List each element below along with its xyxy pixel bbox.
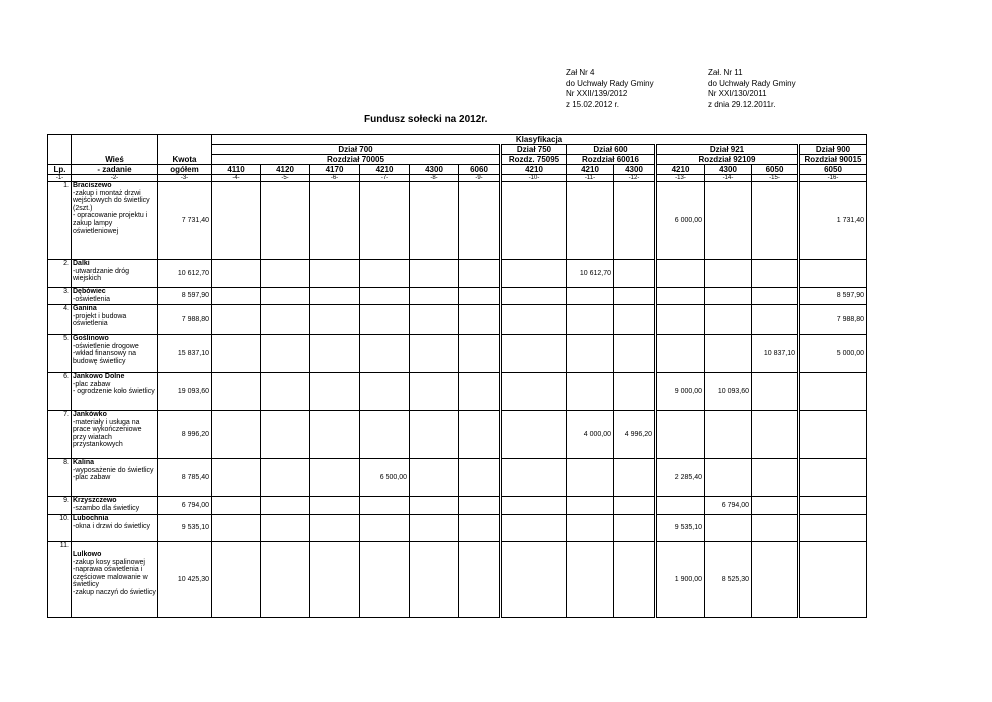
row-number: 6. — [48, 373, 72, 411]
amount-cell — [567, 182, 614, 260]
annex-right-line: z dnia 29.12.2011r. — [708, 99, 776, 109]
amount-cell — [501, 542, 567, 618]
total-amount: 6 794,00 — [158, 497, 212, 515]
subdept-70005: Rozdział 70005 — [212, 155, 501, 165]
amount-cell — [705, 335, 752, 373]
amount-cell — [501, 411, 567, 459]
village-name: Dębówiec — [73, 288, 106, 295]
village-name: Ganina — [73, 305, 97, 312]
amount-cell — [261, 515, 310, 542]
amount-cell — [261, 411, 310, 459]
amount-cell: 9 000,00 — [656, 373, 705, 411]
column-number-row — [48, 175, 867, 182]
amount-cell — [567, 515, 614, 542]
amount-cell — [752, 288, 799, 305]
total-amount: 15 837,10 — [158, 335, 212, 373]
amount-cell — [501, 260, 567, 288]
village-header-label: Wieś — [105, 155, 124, 164]
amount-cell — [459, 260, 501, 288]
amount-cell — [310, 542, 360, 618]
amount-cell: 1 731,40 — [799, 182, 867, 260]
village-task-cell — [72, 411, 158, 459]
amount-cell — [310, 305, 360, 335]
amount-cell — [410, 288, 459, 305]
amount-cell — [212, 411, 261, 459]
column-number: -9- — [459, 175, 501, 182]
paragraph-header: 4210 — [656, 165, 705, 175]
amount-cell — [360, 335, 410, 373]
amount-cell — [261, 542, 310, 618]
paragraph-header: 4210 — [567, 165, 614, 175]
row-number: 10. — [48, 515, 72, 542]
row-number: 11. — [48, 542, 72, 618]
amount-cell — [567, 373, 614, 411]
amount-cell: 10 612,70 — [567, 260, 614, 288]
dept-750: Dział 750 — [501, 145, 567, 155]
paragraph-header: 4300 — [410, 165, 459, 175]
amount-cell — [705, 288, 752, 305]
row-number: 7. — [48, 411, 72, 459]
table-row — [48, 373, 867, 411]
task-description: -projekt i budowa oświetlenia — [73, 312, 127, 328]
paragraph-header: 4210 — [360, 165, 410, 175]
annex-right-line: do Uchwały Rady Gminy — [708, 78, 796, 88]
row-number: 3. — [48, 288, 72, 305]
task-description: -utwardzanie dróg wiejskich — [73, 267, 130, 283]
amount-cell — [614, 515, 656, 542]
amount-cell — [459, 411, 501, 459]
amount-cell — [410, 335, 459, 373]
amount-cell — [459, 497, 501, 515]
amount-cell — [212, 305, 261, 335]
column-number: -3- — [158, 175, 212, 182]
total-amount: 19 093,60 — [158, 373, 212, 411]
amount-header-label: Kwota — [172, 155, 197, 164]
table-row — [48, 260, 867, 288]
amount-cell — [656, 335, 705, 373]
amount-cell — [310, 497, 360, 515]
amount-cell — [261, 288, 310, 305]
total-amount: 8 996,20 — [158, 411, 212, 459]
amount-cell: 6 794,00 — [705, 497, 752, 515]
column-number: -13- — [656, 175, 705, 182]
paragraph-header: 4110 — [212, 165, 261, 175]
amount-cell — [410, 305, 459, 335]
amount-cell — [501, 497, 567, 515]
row-number: 1. — [48, 182, 72, 260]
village-name: Jankówko — [73, 411, 107, 418]
task-description: -oświetlenia — [73, 295, 110, 303]
amount-cell: 9 535,10 — [656, 515, 705, 542]
amount-cell — [501, 515, 567, 542]
amount-cell — [799, 515, 867, 542]
paragraph-header: 6050 — [752, 165, 799, 175]
amount-cell — [752, 182, 799, 260]
annex-note-left — [566, 68, 654, 110]
amount-cell — [459, 515, 501, 542]
village-name: Goślinowo — [73, 335, 109, 342]
amount-cell — [567, 459, 614, 497]
row-number: 2. — [48, 260, 72, 288]
amount-cell — [501, 305, 567, 335]
amount-cell: 7 988,80 — [799, 305, 867, 335]
amount-cell — [360, 542, 410, 618]
lp-header: Lp. — [48, 165, 72, 175]
paragraph-header: 6050 — [799, 165, 867, 175]
amount-cell — [310, 182, 360, 260]
village-task-cell — [72, 305, 158, 335]
total-amount: 9 535,10 — [158, 515, 212, 542]
amount-cell — [212, 497, 261, 515]
village-task-cell — [72, 542, 158, 618]
amount-cell — [410, 260, 459, 288]
amount-cell — [567, 542, 614, 618]
amount-cell — [656, 305, 705, 335]
task-description: -materiały i usługa na prace wykończeniowe przy wiatach przystankowych — [73, 418, 142, 449]
amount-cell — [752, 542, 799, 618]
amount-cell — [614, 182, 656, 260]
lp-header-blank — [48, 135, 72, 165]
amount-cell — [212, 459, 261, 497]
amount-cell — [752, 260, 799, 288]
amount-cell — [752, 373, 799, 411]
row-number: 8. — [48, 459, 72, 497]
annex-note-right — [708, 68, 796, 110]
column-number: -6- — [310, 175, 360, 182]
village-header — [72, 135, 158, 165]
village-task-cell — [72, 515, 158, 542]
amount-cell: 6 000,00 — [656, 182, 705, 260]
amount-cell — [614, 542, 656, 618]
subdept-92109: Rozdział 92109 — [656, 155, 799, 165]
amount-cell — [360, 515, 410, 542]
table-row — [48, 497, 867, 515]
table-body — [48, 182, 867, 618]
amount-cell — [501, 459, 567, 497]
amount-cell: 10 837,10 — [752, 335, 799, 373]
classification-header: Klasyfikacja — [212, 135, 867, 145]
dept-921: Dział 921 — [656, 145, 799, 155]
amount-cell — [752, 515, 799, 542]
total-amount: 7 988,80 — [158, 305, 212, 335]
amount-cell — [459, 305, 501, 335]
amount-cell: 2 285,40 — [656, 459, 705, 497]
dept-900: Dział 900 — [799, 145, 867, 155]
amount-cell — [360, 497, 410, 515]
amount-cell — [261, 373, 310, 411]
annex-left-line: z 15.02.2012 r. — [566, 99, 619, 109]
dept-600: Dział 600 — [567, 145, 656, 155]
amount-cell — [410, 542, 459, 618]
table-row — [48, 335, 867, 373]
total-amount: 10 612,70 — [158, 260, 212, 288]
amount-cell — [459, 182, 501, 260]
table-row — [48, 305, 867, 335]
village-task-cell — [72, 497, 158, 515]
amount-cell — [410, 497, 459, 515]
amount-cell — [212, 288, 261, 305]
task-description: -wyposażenie do świetlicy -plac zabaw — [73, 466, 154, 482]
total-amount: 8 597,90 — [158, 288, 212, 305]
amount-cell — [310, 260, 360, 288]
amount-cell — [567, 305, 614, 335]
amount-cell — [656, 497, 705, 515]
column-number: -15- — [752, 175, 799, 182]
amount-cell — [459, 335, 501, 373]
paragraph-header: 4210 — [501, 165, 567, 175]
amount-cell — [705, 305, 752, 335]
amount-cell — [705, 411, 752, 459]
amount-cell — [360, 373, 410, 411]
table-row — [48, 459, 867, 497]
amount-cell — [567, 288, 614, 305]
paragraph-header: 6060 — [459, 165, 501, 175]
village-task-cell — [72, 335, 158, 373]
column-number: -14- — [705, 175, 752, 182]
village-name: Kalina — [73, 459, 95, 466]
village-task-cell — [72, 459, 158, 497]
amount-cell — [656, 288, 705, 305]
amount-cell — [752, 305, 799, 335]
table-row — [48, 411, 867, 459]
task-description: -zakup kosy spalinowej -naprawa oświetlenia i częściowe malowanie w świetlicy -zakup naczyń do świetlicy — [73, 558, 156, 596]
amount-cell — [459, 288, 501, 305]
amount-cell — [752, 459, 799, 497]
amount-cell — [410, 515, 459, 542]
amount-cell — [360, 305, 410, 335]
subdept-90015: Rozdział 90015 — [799, 155, 867, 165]
amount-cell: 6 500,00 — [360, 459, 410, 497]
amount-cell — [799, 497, 867, 515]
amount-cell — [212, 373, 261, 411]
amount-cell — [212, 182, 261, 260]
amount-cell — [310, 373, 360, 411]
paragraph-header: 4300 — [705, 165, 752, 175]
task-description: -szambo dla świetlicy — [73, 504, 140, 512]
amount-cell — [567, 497, 614, 515]
amount-cell — [360, 411, 410, 459]
amount-cell: 1 900,00 — [656, 542, 705, 618]
amount-cell — [410, 373, 459, 411]
table-row — [48, 182, 867, 260]
column-number: -11- — [567, 175, 614, 182]
amount-cell — [360, 182, 410, 260]
amount-cell: 4 996,20 — [614, 411, 656, 459]
amount-cell: 8 597,90 — [799, 288, 867, 305]
column-number: -12- — [614, 175, 656, 182]
amount-cell — [261, 182, 310, 260]
table-row — [48, 515, 867, 542]
village-task-cell — [72, 260, 158, 288]
row-number: 9. — [48, 497, 72, 515]
amount-cell: 5 000,00 — [799, 335, 867, 373]
total-amount: 10 425,30 — [158, 542, 212, 618]
amount-cell — [799, 260, 867, 288]
amount-cell — [459, 542, 501, 618]
amount-cell — [656, 260, 705, 288]
amount-cell — [567, 335, 614, 373]
task-header: - zadanie — [72, 165, 158, 175]
amount-cell — [459, 459, 501, 497]
column-number: -8- — [410, 175, 459, 182]
column-number: -4- — [212, 175, 261, 182]
amount-cell — [360, 260, 410, 288]
village-name: Dalki — [73, 260, 90, 267]
amount-cell — [459, 373, 501, 411]
amount-cell: 4 000,00 — [567, 411, 614, 459]
amount-cell — [310, 411, 360, 459]
amount-cell — [212, 515, 261, 542]
annex-right-line: Nr XXI/130/2011 — [708, 89, 767, 98]
amount-cell — [752, 497, 799, 515]
total-amount: 8 785,40 — [158, 459, 212, 497]
amount-cell — [705, 182, 752, 260]
amount-cell — [310, 335, 360, 373]
annex-left-line: Zał Nr 4 — [566, 68, 595, 77]
amount-cell — [360, 288, 410, 305]
paragraph-header: 4300 — [614, 165, 656, 175]
annex-left-line: Nr XXII/139/2012 — [566, 89, 628, 98]
column-number: -1- — [48, 175, 72, 182]
amount-cell — [799, 373, 867, 411]
amount-cell — [410, 411, 459, 459]
page-title: Fundusz sołecki na 2012r. — [364, 114, 488, 125]
village-task-cell — [72, 288, 158, 305]
total-header: ogółem — [158, 165, 212, 175]
row-number: 5. — [48, 335, 72, 373]
amount-cell — [799, 542, 867, 618]
amount-cell — [410, 182, 459, 260]
village-name: Lubochnia — [73, 515, 109, 522]
dept-700: Dział 700 — [212, 145, 501, 155]
paragraph-header: 4120 — [261, 165, 310, 175]
subdept-60016: Rozdział 60016 — [567, 155, 656, 165]
amount-cell — [501, 182, 567, 260]
amount-cell — [212, 260, 261, 288]
amount-cell — [212, 335, 261, 373]
amount-cell — [752, 411, 799, 459]
village-task-cell — [72, 373, 158, 411]
total-amount: 7 731,40 — [158, 182, 212, 260]
annex-right-line: Zał. Nr 11 — [708, 68, 743, 77]
amount-cell — [656, 411, 705, 459]
amount-cell — [310, 515, 360, 542]
column-number: -16- — [799, 175, 867, 182]
village-name: Lulkowo — [73, 551, 102, 558]
fund-table — [47, 134, 867, 618]
amount-cell — [705, 459, 752, 497]
amount-cell — [614, 497, 656, 515]
amount-cell — [501, 335, 567, 373]
amount-cell — [212, 542, 261, 618]
amount-cell — [614, 335, 656, 373]
column-number: -5- — [261, 175, 310, 182]
amount-cell — [501, 288, 567, 305]
amount-cell — [261, 335, 310, 373]
village-name: Krzyszczewo — [73, 497, 117, 504]
amount-cell — [410, 459, 459, 497]
amount-cell — [310, 288, 360, 305]
annex-left-line: do Uchwały Rady Gminy — [566, 78, 654, 88]
task-description: -okna i drzwi do świetlicy — [73, 522, 151, 530]
table-row — [48, 288, 867, 305]
table-row — [48, 542, 867, 618]
village-task-cell — [72, 182, 158, 260]
amount-cell — [261, 260, 310, 288]
amount-cell — [261, 497, 310, 515]
amount-cell — [614, 288, 656, 305]
row-number: 4. — [48, 305, 72, 335]
subdept-75095: Rozdz. 75095 — [501, 155, 567, 165]
amount-cell — [614, 373, 656, 411]
amount-header — [158, 135, 212, 165]
amount-cell — [705, 515, 752, 542]
village-name: Jankowo Dolne — [73, 373, 125, 380]
village-name: Braciszewo — [73, 182, 112, 189]
amount-cell — [799, 411, 867, 459]
amount-cell — [705, 260, 752, 288]
column-number: -10- — [501, 175, 567, 182]
task-description: -plac zabaw - ogrodzenie koło świetlicy — [73, 380, 155, 396]
amount-cell: 8 525,30 — [705, 542, 752, 618]
amount-cell: 10 093,60 — [705, 373, 752, 411]
column-number: -7- — [360, 175, 410, 182]
amount-cell — [261, 459, 310, 497]
amount-cell — [501, 373, 567, 411]
amount-cell — [614, 260, 656, 288]
task-description: -oświetlenie drogowe -wkład finansowy na budowę świetlicy — [73, 342, 139, 365]
column-number: -2- — [72, 175, 158, 182]
amount-cell — [261, 305, 310, 335]
amount-cell — [799, 459, 867, 497]
amount-cell — [310, 459, 360, 497]
amount-cell — [614, 459, 656, 497]
task-description: -zakup i montaż drzwi wejściowych do świetlicy (2szt.) - opracowanie projektu i zakup lampy oświetleniowej — [73, 189, 150, 235]
paragraph-header: 4170 — [310, 165, 360, 175]
amount-cell — [614, 305, 656, 335]
